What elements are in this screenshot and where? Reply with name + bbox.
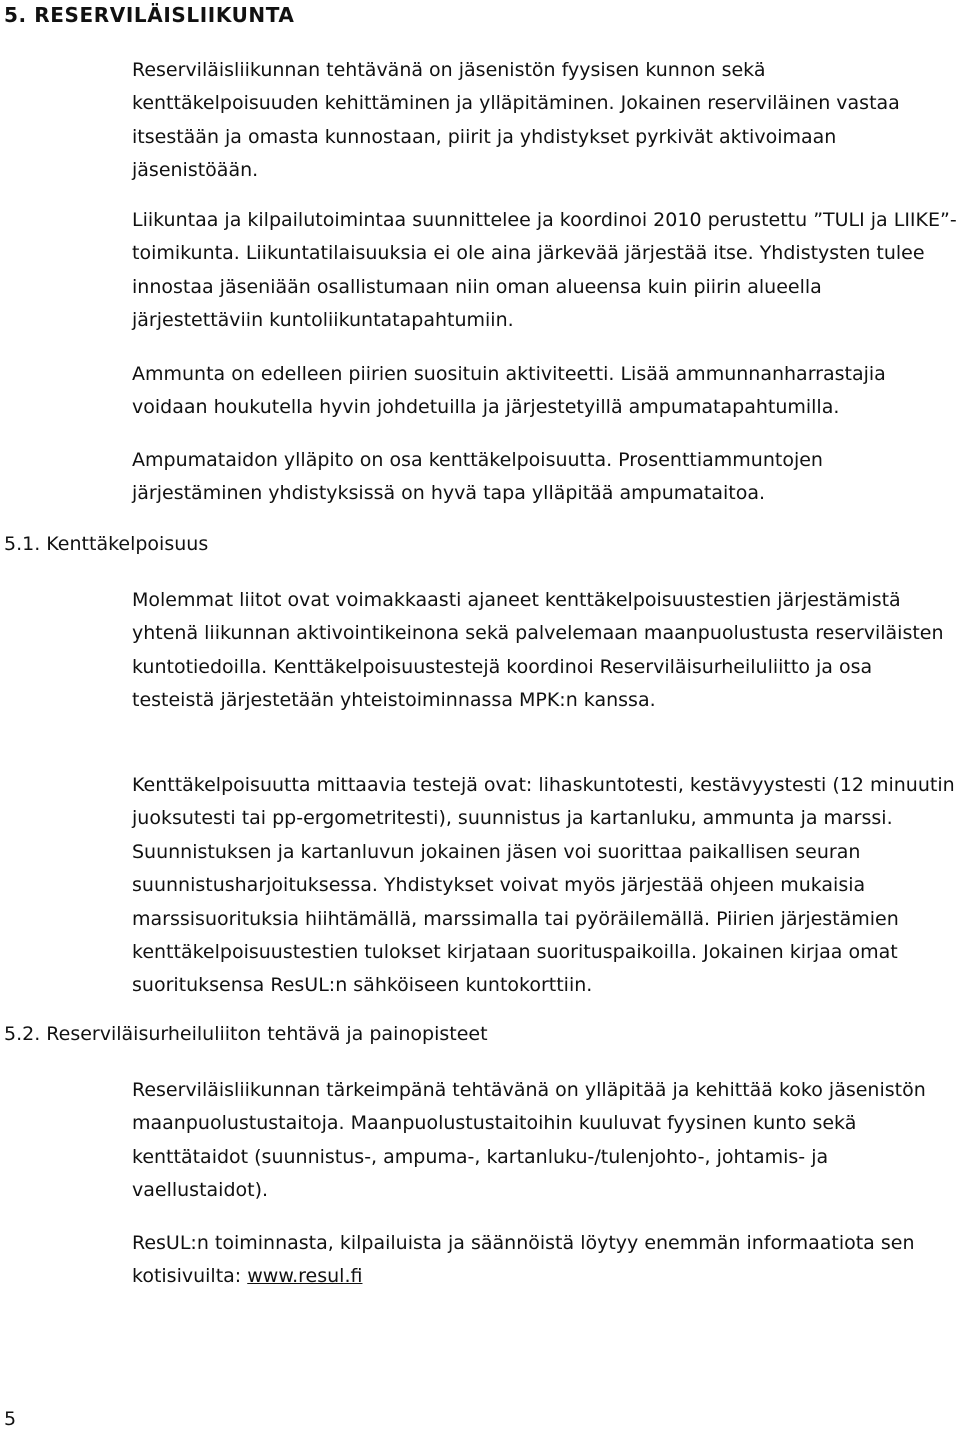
chapter-heading: 5. RESERVILÄISLIIKUNTA [4, 3, 295, 27]
website-link[interactable]: www.resul.fi [247, 1265, 363, 1288]
paragraph-text: Kenttäkelpoisuutta mittaavia testejä ovat: lihaskuntotesti, kestävyystesti (12 minuutin juoksutesti tai pp-ergometritesti), suunnistus ja kartanluku, ammunta ja marssi. Suunnistuksen ja kartanluvun jokainen jäsen voi suorittaa paikallisen seuran suunnistusharjoituksessa. Yhdistykset voivat myös järjestää ohjeen mukaisia marssisuorituksia hiihtämällä, marssimalla tai pyöräilemällä. Piirien järjestämien kenttäkelpoisuustestien tulokset kirjataan suorituspaikoilla. Jokainen kirjaa omat suorituksensa ResUL:n sähköiseen kuntokorttiin. [132, 774, 955, 997]
paragraph-text: Molemmat liitot ovat voimakkaasti ajaneet kenttäkelpoisuustestien järjestämistä yhtenä liikunnan aktivointikeinona sekä palvelemaan maanpuolustusta reserviläisten kuntotiedoilla. Kenttäkelpoisuustestejä koordinoi Reserviläisurheiluliitto ja osa testeistä järjestetään yhteistoiminnassa MPK:n kanssa. [132, 589, 944, 712]
section-5-2-paragraph-1 [132, 1074, 958, 1208]
intro-paragraph-3 [132, 358, 958, 425]
paragraph-text-span: ResUL:n toiminnasta, kilpailuista ja säännöistä löytyy enemmän informaatiota sen kotisivuilta: [132, 1232, 915, 1288]
intro-paragraph-1 [132, 54, 958, 188]
paragraph-text: Ammunta on edelleen piirien suosituin aktiviteetti. Lisää ammunnanharrastajia voidaan houkutella hyvin johdetuilla ja järjestetyillä ampumatapahtumilla. [132, 363, 886, 419]
paragraph-text [132, 1227, 958, 1294]
section-5-2-paragraph-2 [132, 1227, 958, 1294]
section-5-1-paragraph-2 [132, 769, 958, 1003]
intro-paragraph-2 [132, 204, 958, 338]
paragraph-text: Reserviläisliikunnan tehtävänä on jäsenistön fyysisen kunnon sekä kenttäkelpoisuuden kehittäminen ja ylläpitäminen. Jokainen reserviläinen vastaa itsestään ja omasta kunnostaan, piirit ja yhdistykset pyrkivät aktivoimaan jäsenistöään. [132, 59, 900, 182]
section-heading-5-2: 5.2. Reserviläisurheiluliiton tehtävä ja painopisteet [4, 1023, 488, 1045]
paragraph-text: Reserviläisliikunnan tärkeimpänä tehtävänä on ylläpitää ja kehittää koko jäsenistön maanpuolustustaitoja. Maanpuolustustaitoihin kuuluvat fyysinen kunto sekä kenttätaidot (suunnistus-, ampuma-, kartanluku-/tulenjohto-, johtamis- ja vaellustaidot). [132, 1079, 926, 1202]
paragraph-text: Ampumataidon ylläpito on osa kenttäkelpoisuutta. Prosenttiammuntojen järjestäminen yhdistyksissä on hyvä tapa ylläpitää ampumataitoa. [132, 449, 823, 505]
page-number: 5 [4, 1408, 17, 1430]
section-heading-5-1: 5.1. Kenttäkelpoisuus [4, 533, 209, 555]
section-5-1-paragraph-1 [132, 584, 958, 718]
paragraph-text: Liikuntaa ja kilpailutoimintaa suunnittelee ja koordinoi 2010 perustettu ”TULI ja LIIKE”-toimikunta. Liikuntatilaisuuksia ei ole aina järkevää järjestää itse. Yhdistysten tulee innostaa jäseniään osallistumaan niin oman alueensa kuin piirin alueella järjestettäviin kuntoliikuntatapahtumiin. [132, 209, 957, 332]
intro-paragraph-4 [132, 444, 958, 511]
